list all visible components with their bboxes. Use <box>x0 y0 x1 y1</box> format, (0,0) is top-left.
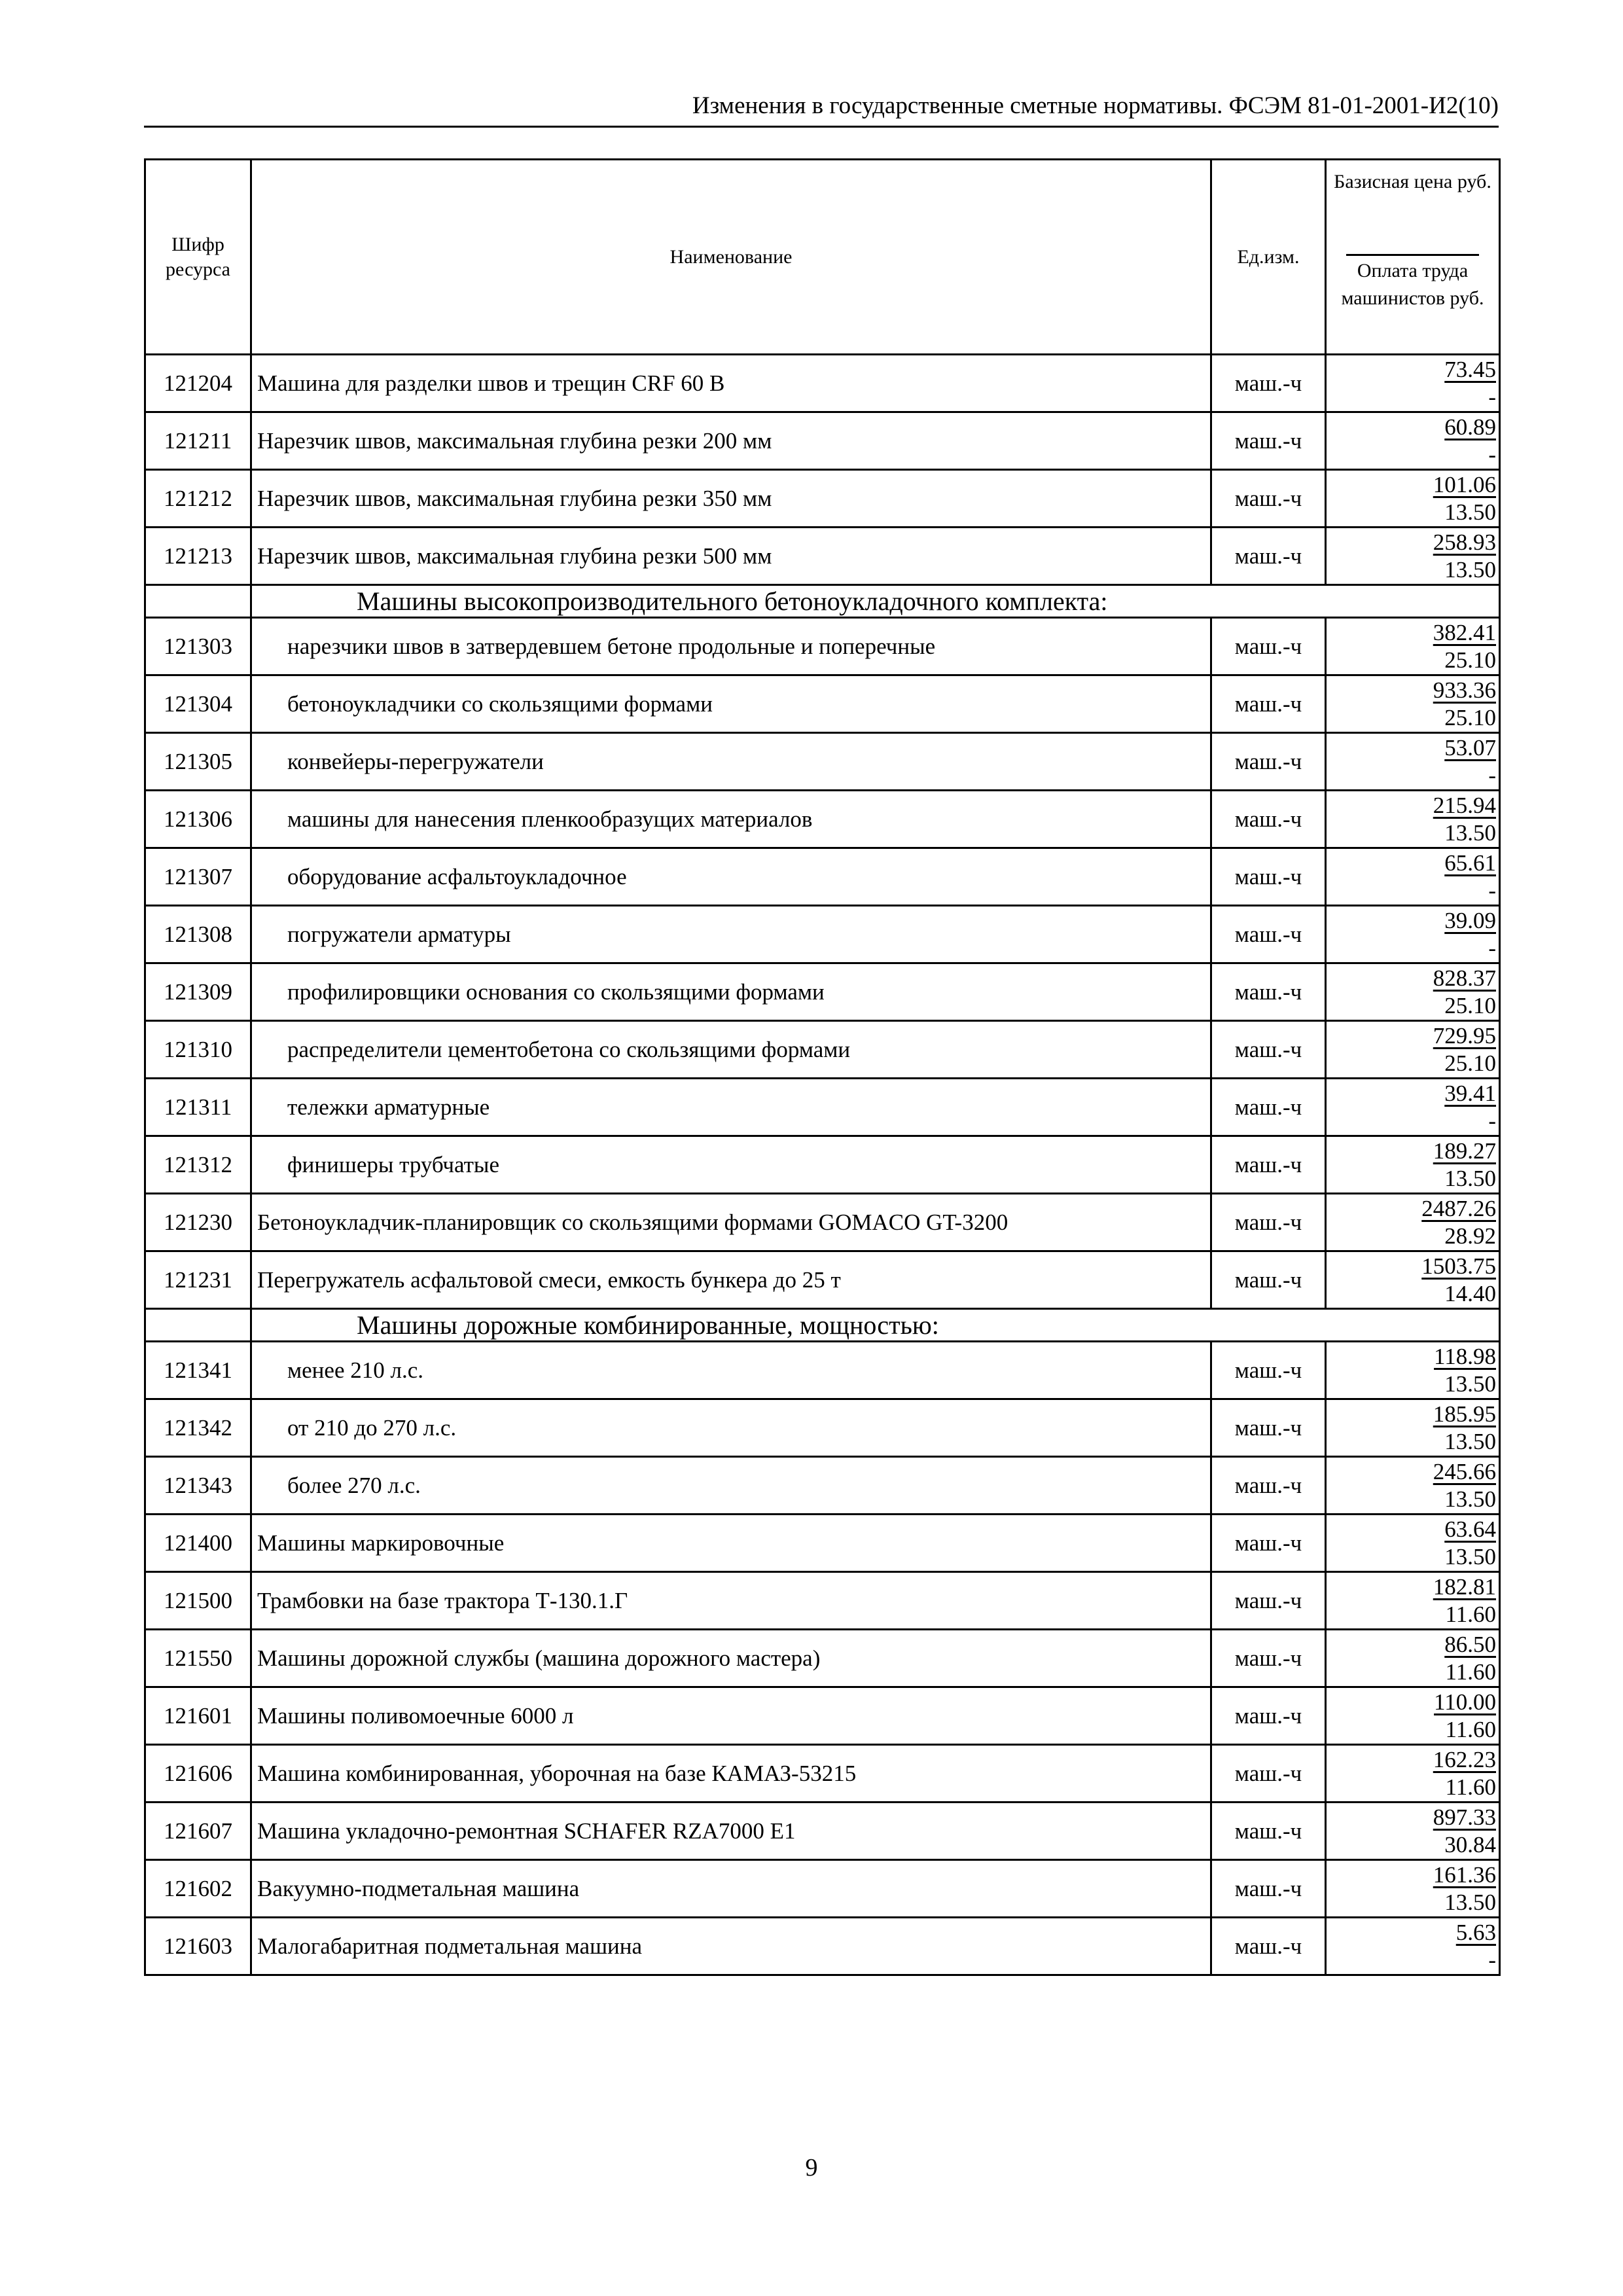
resource-name: Нарезчик швов, максимальная глубина резки 500 мм <box>251 528 1211 585</box>
resource-code: 121306 <box>145 791 251 848</box>
resource-name: профилировщики основания со скользящими формами <box>251 963 1211 1021</box>
column-header-operator-pay: Оплата труда машинистов руб. <box>1341 260 1484 309</box>
group-code-cell <box>145 585 251 618</box>
price-cell <box>1326 1342 1500 1399</box>
unit-of-measure: маш.-ч <box>1211 412 1326 470</box>
unit-of-measure: маш.-ч <box>1211 1860 1326 1918</box>
base-price: 933.36 <box>1433 677 1496 703</box>
resource-name: Машина комбинированная, уборочная на базе КАМАЗ-53215 <box>251 1745 1211 1803</box>
column-header-name: Наименование <box>251 160 1211 355</box>
price-cell <box>1326 1399 1500 1457</box>
base-price: 897.33 <box>1433 1804 1496 1830</box>
table-row <box>145 1251 1500 1309</box>
unit-of-measure: маш.-ч <box>1211 1194 1326 1251</box>
base-price: 161.36 <box>1433 1861 1496 1888</box>
base-price: 182.81 <box>1433 1573 1496 1600</box>
base-price: 185.95 <box>1433 1401 1496 1427</box>
unit-of-measure: маш.-ч <box>1211 675 1326 733</box>
price-cell <box>1326 1021 1500 1079</box>
resource-code: 121603 <box>145 1918 251 1975</box>
unit-of-measure: маш.-ч <box>1211 618 1326 675</box>
table-row <box>145 618 1500 675</box>
price-cell <box>1326 1572 1500 1630</box>
price-cell <box>1326 1194 1500 1251</box>
unit-of-measure: маш.-ч <box>1211 528 1326 585</box>
table-row <box>145 1630 1500 1687</box>
unit-of-measure: маш.-ч <box>1211 906 1326 963</box>
base-price: 101.06 <box>1433 471 1496 497</box>
base-price: 73.45 <box>1444 356 1496 382</box>
price-cell <box>1326 791 1500 848</box>
resource-code: 121310 <box>145 1021 251 1079</box>
price-cell <box>1326 1136 1500 1194</box>
base-price: 5.63 <box>1455 1919 1496 1945</box>
price-cell <box>1326 1630 1500 1687</box>
table-row <box>145 1687 1500 1745</box>
price-cell <box>1326 1457 1500 1515</box>
table-row <box>145 1572 1500 1630</box>
table-row <box>145 791 1500 848</box>
operator-pay: 28.92 <box>1444 1223 1496 1249</box>
unit-of-measure: маш.-ч <box>1211 1918 1326 1975</box>
resource-name: более 270 л.с. <box>251 1457 1211 1515</box>
resource-code: 121602 <box>145 1860 251 1918</box>
base-price: 110.00 <box>1434 1689 1496 1715</box>
resource-code: 121212 <box>145 470 251 528</box>
table-body <box>145 355 1500 1975</box>
unit-of-measure: маш.-ч <box>1211 1251 1326 1309</box>
price-cell <box>1326 848 1500 906</box>
resource-code: 121343 <box>145 1457 251 1515</box>
operator-pay: 13.50 <box>1444 1889 1496 1915</box>
resource-name: Машина для разделки швов и трещин CRF 60 B <box>251 355 1211 412</box>
operator-pay: - <box>1488 1107 1496 1134</box>
operator-pay: 13.50 <box>1444 1486 1496 1512</box>
table-header-row <box>145 160 1500 355</box>
operator-pay: - <box>1488 877 1496 903</box>
price-cell <box>1326 1079 1500 1136</box>
table-row <box>145 1021 1500 1079</box>
resource-code: 121231 <box>145 1251 251 1309</box>
resource-name: Бетоноукладчик-планировщик со скользящими формами GOMACO GT-3200 <box>251 1194 1211 1251</box>
price-cell <box>1326 1515 1500 1572</box>
base-price: 189.27 <box>1433 1138 1496 1164</box>
unit-of-measure: маш.-ч <box>1211 733 1326 791</box>
resource-name: распределители цементобетона со скользящими формами <box>251 1021 1211 1079</box>
operator-pay: 13.50 <box>1444 819 1496 846</box>
resource-name: финишеры трубчатые <box>251 1136 1211 1194</box>
table-row <box>145 906 1500 963</box>
table-row <box>145 1803 1500 1860</box>
resource-code: 121400 <box>145 1515 251 1572</box>
resource-code: 121309 <box>145 963 251 1021</box>
group-heading: Машины дорожные комбинированные, мощностью: <box>251 1309 1500 1342</box>
operator-pay: 13.50 <box>1444 1543 1496 1570</box>
resource-name: Машины поливомоечные 6000 л <box>251 1687 1211 1745</box>
operator-pay: 11.60 <box>1445 1601 1496 1627</box>
resource-code: 121312 <box>145 1136 251 1194</box>
unit-of-measure: маш.-ч <box>1211 848 1326 906</box>
resource-name: от 210 до 270 л.с. <box>251 1399 1211 1457</box>
resource-code: 121500 <box>145 1572 251 1630</box>
table-row <box>145 1399 1500 1457</box>
base-price: 65.61 <box>1444 850 1496 876</box>
unit-of-measure: маш.-ч <box>1211 1399 1326 1457</box>
resource-name: Вакуумно-подметальная машина <box>251 1860 1211 1918</box>
operator-pay: 25.10 <box>1444 992 1496 1018</box>
operator-pay: 13.50 <box>1444 499 1496 525</box>
operator-pay: 13.50 <box>1444 1428 1496 1454</box>
resource-name: машины для нанесения пленкообразущих материалов <box>251 791 1211 848</box>
operator-pay: - <box>1488 762 1496 788</box>
group-heading-row <box>145 585 1500 618</box>
price-cell <box>1326 412 1500 470</box>
header-divider <box>1346 254 1479 256</box>
base-price: 258.93 <box>1433 529 1496 555</box>
unit-of-measure: маш.-ч <box>1211 1021 1326 1079</box>
resource-code: 121303 <box>145 618 251 675</box>
table-row <box>145 355 1500 412</box>
base-price: 245.66 <box>1433 1458 1496 1484</box>
unit-of-measure: маш.-ч <box>1211 1630 1326 1687</box>
column-header-price <box>1326 160 1500 355</box>
resource-code: 121550 <box>145 1630 251 1687</box>
resource-code: 121213 <box>145 528 251 585</box>
price-cell <box>1326 1687 1500 1745</box>
table-row <box>145 1079 1500 1136</box>
operator-pay: 11.60 <box>1445 1716 1496 1742</box>
unit-of-measure: маш.-ч <box>1211 963 1326 1021</box>
price-cell <box>1326 355 1500 412</box>
resource-name: менее 210 л.с. <box>251 1342 1211 1399</box>
resource-name: Машины маркировочные <box>251 1515 1211 1572</box>
operator-pay: - <box>1488 1946 1496 1973</box>
table-row <box>145 1457 1500 1515</box>
group-heading: Машины высокопроизводительного бетоноукладочного комплекта: <box>251 585 1500 618</box>
table-row <box>145 412 1500 470</box>
resource-code: 121230 <box>145 1194 251 1251</box>
page-header <box>144 90 1499 128</box>
resource-code: 121606 <box>145 1745 251 1803</box>
price-cell <box>1326 1918 1500 1975</box>
base-price: 729.95 <box>1433 1022 1496 1049</box>
unit-of-measure: маш.-ч <box>1211 1803 1326 1860</box>
price-cell <box>1326 675 1500 733</box>
column-header-base-price: Базисная цена руб. <box>1334 171 1491 192</box>
unit-of-measure: маш.-ч <box>1211 470 1326 528</box>
resource-code: 121342 <box>145 1399 251 1457</box>
base-price: 2487.26 <box>1421 1195 1496 1221</box>
base-price: 39.09 <box>1444 907 1496 933</box>
operator-pay: - <box>1488 441 1496 467</box>
base-price: 162.23 <box>1433 1746 1496 1772</box>
unit-of-measure: маш.-ч <box>1211 1136 1326 1194</box>
base-price: 118.98 <box>1434 1343 1496 1369</box>
price-cell <box>1326 618 1500 675</box>
base-price: 53.07 <box>1444 734 1496 761</box>
base-price: 60.89 <box>1444 414 1496 440</box>
resource-code: 121607 <box>145 1803 251 1860</box>
resource-name: Нарезчик швов, максимальная глубина резки 200 мм <box>251 412 1211 470</box>
table-row <box>145 1745 1500 1803</box>
table-row <box>145 1860 1500 1918</box>
resource-name: Машины дорожной службы (машина дорожного мастера) <box>251 1630 1211 1687</box>
operator-pay: 14.40 <box>1444 1280 1496 1306</box>
table-row <box>145 1515 1500 1572</box>
resource-code: 121305 <box>145 733 251 791</box>
resource-name: конвейеры-перегружатели <box>251 733 1211 791</box>
resource-name: тележки арматурные <box>251 1079 1211 1136</box>
column-header-code: Шифр ресурса <box>145 160 251 355</box>
resource-code: 121601 <box>145 1687 251 1745</box>
table-row <box>145 1918 1500 1975</box>
table-row <box>145 1342 1500 1399</box>
price-cell <box>1326 1803 1500 1860</box>
operator-pay: - <box>1488 384 1496 410</box>
table-row <box>145 1194 1500 1251</box>
base-price: 39.41 <box>1444 1080 1496 1106</box>
resource-name: нарезчики швов в затвердевшем бетоне продольные и поперечные <box>251 618 1211 675</box>
base-price: 86.50 <box>1444 1631 1496 1657</box>
operator-pay: 30.84 <box>1444 1831 1496 1857</box>
resource-code: 121304 <box>145 675 251 733</box>
base-price: 215.94 <box>1433 792 1496 818</box>
unit-of-measure: маш.-ч <box>1211 1572 1326 1630</box>
table-row <box>145 470 1500 528</box>
resource-name: Перегружатель асфальтовой смеси, емкость бункера до 25 т <box>251 1251 1211 1309</box>
unit-of-measure: маш.-ч <box>1211 355 1326 412</box>
resource-name: Малогабаритная подметальная машина <box>251 1918 1211 1975</box>
operator-pay: 11.60 <box>1445 1774 1496 1800</box>
table-row <box>145 528 1500 585</box>
resource-name: Машина укладочно-ремонтная SCHAFER RZA7000 E1 <box>251 1803 1211 1860</box>
resource-code: 121204 <box>145 355 251 412</box>
operator-pay: 13.50 <box>1444 1371 1496 1397</box>
resource-code: 121311 <box>145 1079 251 1136</box>
resource-code: 121307 <box>145 848 251 906</box>
table-row <box>145 675 1500 733</box>
operator-pay: - <box>1488 935 1496 961</box>
operator-pay: 11.60 <box>1445 1659 1496 1685</box>
resource-name: бетоноукладчики со скользящими формами <box>251 675 1211 733</box>
group-code-cell <box>145 1309 251 1342</box>
price-cell <box>1326 906 1500 963</box>
price-cell <box>1326 528 1500 585</box>
unit-of-measure: маш.-ч <box>1211 1687 1326 1745</box>
price-cell <box>1326 963 1500 1021</box>
resource-code: 121308 <box>145 906 251 963</box>
resource-price-table <box>144 158 1501 1976</box>
price-cell <box>1326 733 1500 791</box>
resource-name: Трамбовки на базе трактора Т-130.1.Г <box>251 1572 1211 1630</box>
table-row <box>145 1136 1500 1194</box>
group-heading-row <box>145 1309 1500 1342</box>
base-price: 63.64 <box>1444 1516 1496 1542</box>
unit-of-measure: маш.-ч <box>1211 791 1326 848</box>
operator-pay: 25.10 <box>1444 1050 1496 1076</box>
unit-of-measure: маш.-ч <box>1211 1457 1326 1515</box>
resource-name: оборудование асфальтоукладочное <box>251 848 1211 906</box>
table-row <box>145 848 1500 906</box>
price-cell <box>1326 470 1500 528</box>
base-price: 828.37 <box>1433 965 1496 991</box>
unit-of-measure: маш.-ч <box>1211 1515 1326 1572</box>
operator-pay: 25.10 <box>1444 647 1496 673</box>
price-cell <box>1326 1745 1500 1803</box>
page-number: 9 <box>805 2154 818 2181</box>
resource-code: 121341 <box>145 1342 251 1399</box>
resource-name: погружатели арматуры <box>251 906 1211 963</box>
price-cell <box>1326 1251 1500 1309</box>
base-price: 1503.75 <box>1421 1253 1496 1279</box>
resource-name: Нарезчик швов, максимальная глубина резки 350 мм <box>251 470 1211 528</box>
base-price: 382.41 <box>1433 619 1496 645</box>
resource-code: 121211 <box>145 412 251 470</box>
operator-pay: 25.10 <box>1444 704 1496 730</box>
price-cell <box>1326 1860 1500 1918</box>
unit-of-measure: маш.-ч <box>1211 1079 1326 1136</box>
operator-pay: 13.50 <box>1444 556 1496 583</box>
table-row <box>145 963 1500 1021</box>
document-title: Изменения в государственные сметные нормативы. ФСЭМ 81-01-2001-И2(10) <box>692 92 1499 119</box>
operator-pay: 13.50 <box>1444 1165 1496 1191</box>
unit-of-measure: маш.-ч <box>1211 1342 1326 1399</box>
column-header-unit: Ед.изм. <box>1211 160 1326 355</box>
unit-of-measure: маш.-ч <box>1211 1745 1326 1803</box>
table-row <box>145 733 1500 791</box>
